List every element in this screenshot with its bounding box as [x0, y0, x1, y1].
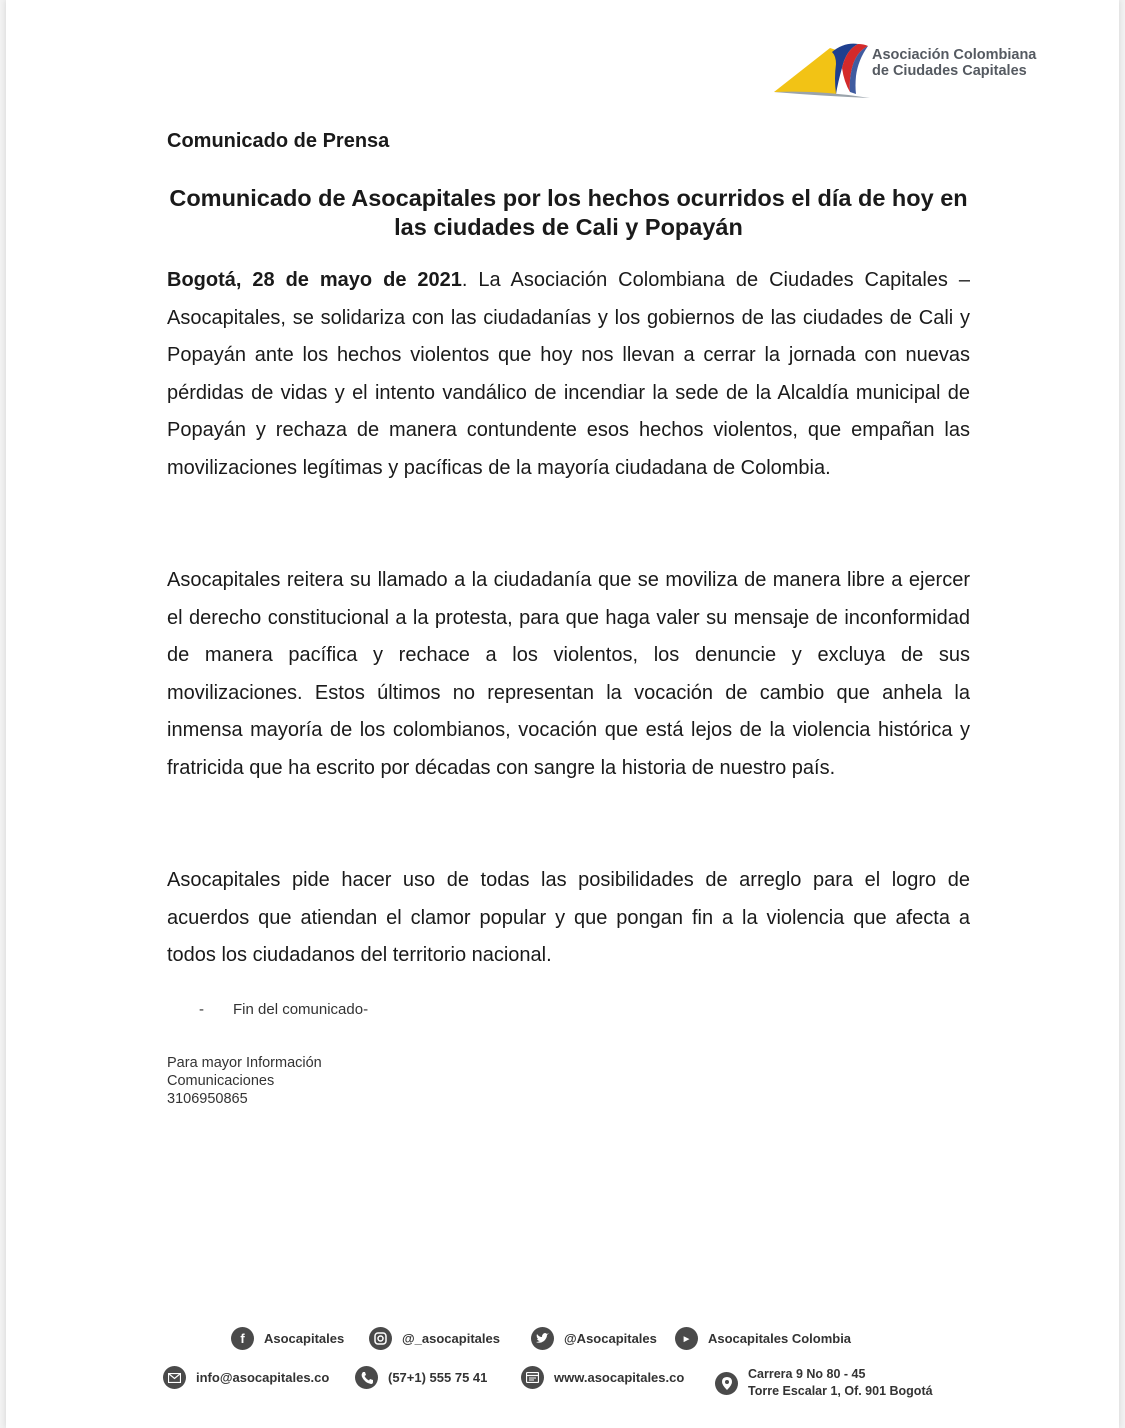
phone-number: (57+1) 555 75 41	[388, 1370, 488, 1385]
footer-youtube[interactable]	[675, 1327, 851, 1350]
youtube-channel: Asocapitales Colombia	[708, 1331, 852, 1346]
contact-line-1: Para mayor Información	[167, 1055, 322, 1071]
address-line-2: Torre Escalar 1, Of. 901 Bogotá	[748, 1384, 933, 1398]
end-text: Fin del comunicado-	[233, 1001, 369, 1018]
email-address: info@asocapitales.co	[196, 1370, 330, 1385]
dateline: Bogotá, 28 de mayo de 2021	[167, 269, 462, 291]
contact-info	[167, 1054, 322, 1108]
contact-line-2: Comunicaciones	[167, 1073, 275, 1089]
document-page	[6, 0, 1119, 1428]
end-dash: -	[199, 1001, 204, 1018]
contact-phone: 3106950865	[167, 1091, 248, 1107]
footer-phone[interactable]	[355, 1366, 487, 1389]
organization-name	[872, 47, 1036, 79]
organization-name-line2: de Ciudades Capitales	[872, 63, 1027, 79]
footer-twitter[interactable]	[531, 1327, 657, 1350]
organization-name-line1: Asociación Colombiana	[872, 47, 1037, 63]
footer-instagram[interactable]	[369, 1327, 500, 1350]
address-line-1: Carrera 9 No 80 - 45	[748, 1367, 866, 1381]
phone-icon	[355, 1366, 378, 1389]
footer-email[interactable]	[163, 1366, 329, 1389]
paragraph-3: Asocapitales pide hacer uso de todas las posibilidades de arreglo para el logro de acuerdos que atiendan el clamor popular y que pongan fin a la violencia que afecta a todos los ciudadanos del territorio nacional.	[167, 869, 970, 967]
instagram-icon	[369, 1327, 392, 1350]
footer-facebook[interactable]	[231, 1327, 344, 1350]
paragraph-2: Asocapitales reitera su llamado a la ciudadanía que se moviliza de manera libre a ejercer el derecho constitucional a la protesta, para que haga valer su mensaje de inconformidad de manera pacífica y rechace a los violentos, los denuncie y excluya de sus movilizaciones. Estos últimos no representan la vocación de cambio que anhela la inmensa mayoría de los colombianos, vocación que está lejos de la violencia histórica y fratricida que ha escrito por décadas con sangre la historia de nuestro país.	[167, 569, 970, 779]
press-release-headline: Comunicado de Asocapitales por los hechos ocurridos el día de hoy en las ciudades de Cali y Popayán	[169, 185, 968, 240]
address-text	[748, 1366, 933, 1400]
logo-mark-icon	[772, 38, 872, 100]
twitter-handle: @Asocapitales	[564, 1331, 657, 1346]
envelope-icon	[163, 1366, 186, 1389]
footer-website[interactable]	[521, 1366, 684, 1389]
twitter-icon	[531, 1327, 554, 1350]
paragraph-1-text: . La Asociación Colombiana de Ciudades Capitales – Asocapitales, se solidariza con las ciudadanías y los gobiernos de las ciudades de Cali y Popayán ante los hechos violentos que hoy nos llevan a cerrar la jornada con nuevas pérdidas de vidas y el intento vandálico de incendiar la sede de la Alcaldía municipal de Popayán y rechaza de manera contundente esos hechos violentos, que empañan las movilizaciones legítimas y pacíficas de la mayoría ciudadana de Colombia.	[167, 269, 970, 479]
facebook-handle: Asocapitales	[264, 1331, 345, 1346]
instagram-handle: @_asocapitales	[402, 1331, 500, 1346]
facebook-icon: f	[231, 1327, 254, 1350]
end-of-release-note	[199, 1001, 368, 1018]
organization-logo	[772, 38, 1052, 100]
footer-address	[715, 1366, 933, 1400]
location-pin-icon	[715, 1372, 738, 1395]
website-url: www.asocapitales.co	[554, 1370, 685, 1385]
globe-icon	[521, 1366, 544, 1389]
paragraph-1	[167, 262, 970, 488]
youtube-icon: ▶	[675, 1327, 698, 1350]
document-type-label: Comunicado de Prensa	[167, 130, 390, 152]
